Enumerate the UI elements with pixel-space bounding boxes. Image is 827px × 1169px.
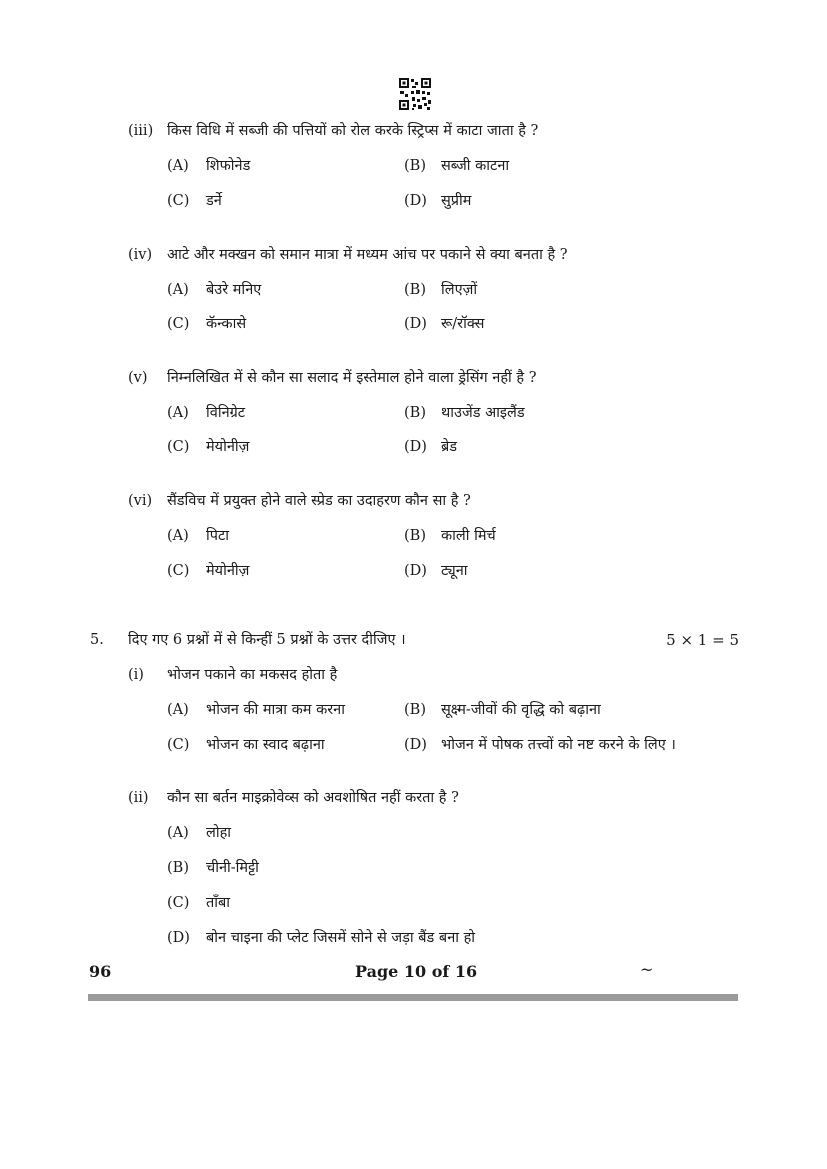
option-label: (C) <box>167 316 190 332</box>
option-label: (D) <box>404 316 427 332</box>
option-text: सुप्रीम <box>441 193 472 209</box>
option-text: सब्जी काटना <box>441 158 510 174</box>
footer-divider <box>88 994 738 1001</box>
option-text: चीनी-मिट्टी <box>206 860 259 876</box>
option-label: (A) <box>167 528 189 544</box>
option-label: (A) <box>167 282 189 298</box>
option-text: विनिग्रेट <box>206 405 246 421</box>
option-label: (B) <box>404 282 426 298</box>
question-text: निम्नलिखित में से कौन सा सलाद में इस्तेमाल होने वाला ड्रेसिंग नहीं है ? <box>167 370 537 386</box>
option-text: शिफोनेड <box>206 158 251 174</box>
option-text: ताँबा <box>206 895 231 911</box>
question-text: भोजन पकाने का मकसद होता है <box>167 667 338 683</box>
option-text: पिटा <box>206 528 230 544</box>
option-text: बोन चाइना की प्लेट जिसमें सोने से जड़ा बैंड बना हो <box>206 930 476 946</box>
option-text: मेयोनीज़ <box>206 439 250 455</box>
question-text: आटे और मक्खन को समान मात्रा में मध्यम आंच पर पकाने से क्या बनता है ? <box>167 247 568 263</box>
option-label: (D) <box>404 737 427 753</box>
option-label: (C) <box>167 563 190 579</box>
paper-code: 96 <box>89 962 112 981</box>
option-label: (D) <box>167 930 190 946</box>
question-text: कौन सा बर्तन माइक्रोवेव्स को अवशोषित नहीं करता है ? <box>167 790 459 806</box>
option-label: (C) <box>167 895 190 911</box>
option-text: भोजन की मात्रा कम करना <box>206 702 345 718</box>
option-label: (B) <box>404 528 426 544</box>
option-text: रू/रॉक्स <box>441 316 485 332</box>
page-number: Page 10 of 16 <box>355 962 478 981</box>
option-text: डर्ने <box>206 193 222 209</box>
option-text: मेयोनीज़ <box>206 563 250 579</box>
option-text: कॅन्कासे <box>206 316 247 332</box>
option-label: (D) <box>404 563 427 579</box>
question-number: (iii) <box>128 123 154 139</box>
qr-code-icon <box>398 77 432 111</box>
option-label: (B) <box>404 158 426 174</box>
option-label: (D) <box>404 439 427 455</box>
footer-mark: ~ <box>640 960 654 979</box>
option-label: (A) <box>167 825 189 841</box>
option-label: (D) <box>404 193 427 209</box>
question-number: (v) <box>128 370 148 386</box>
option-text: ब्रेड <box>441 439 458 455</box>
question-number: (ii) <box>128 790 149 806</box>
option-label: (C) <box>167 737 190 753</box>
option-text: काली मिर्च <box>441 528 496 544</box>
option-text: सूक्ष्म-जीवों की वृद्धि को बढ़ाना <box>441 702 601 718</box>
option-label: (C) <box>167 193 190 209</box>
option-text: भोजन में पोषक तत्त्वों को नष्ट करने के लिए । <box>441 737 676 753</box>
option-label: (B) <box>404 405 426 421</box>
option-label: (C) <box>167 439 190 455</box>
question-number: (iv) <box>128 247 153 263</box>
option-label: (B) <box>167 860 189 876</box>
option-text: बेउरे मनिए <box>206 282 262 298</box>
question-text: दिए गए 6 प्रश्नों में से किन्हीं 5 प्रश्नों के उत्तर दीजिए । <box>128 632 406 648</box>
question-number: (i) <box>128 667 144 683</box>
option-label: (A) <box>167 158 189 174</box>
question-text: किस विधि में सब्जी की पत्तियों को रोल करके स्ट्रिप्स में काटा जाता है ? <box>167 123 539 139</box>
option-text: लोहा <box>206 825 232 841</box>
option-label: (A) <box>167 702 189 718</box>
option-text: थाउजेंड आइलैंड <box>441 405 525 421</box>
option-label: (B) <box>404 702 426 718</box>
option-text: लिएज़ों <box>441 282 478 298</box>
question-number: (vi) <box>128 493 153 509</box>
marks-scheme: 5 × 1 = 5 <box>666 631 739 649</box>
question-text: सैंडविच में प्रयुक्त होने वाले स्प्रेड का उदाहरण कौन सा है ? <box>167 493 471 509</box>
question-number: 5. <box>90 632 104 648</box>
option-text: भोजन का स्वाद बढ़ाना <box>206 737 325 753</box>
option-label: (A) <box>167 405 189 421</box>
option-text: ट्यूना <box>441 563 468 579</box>
